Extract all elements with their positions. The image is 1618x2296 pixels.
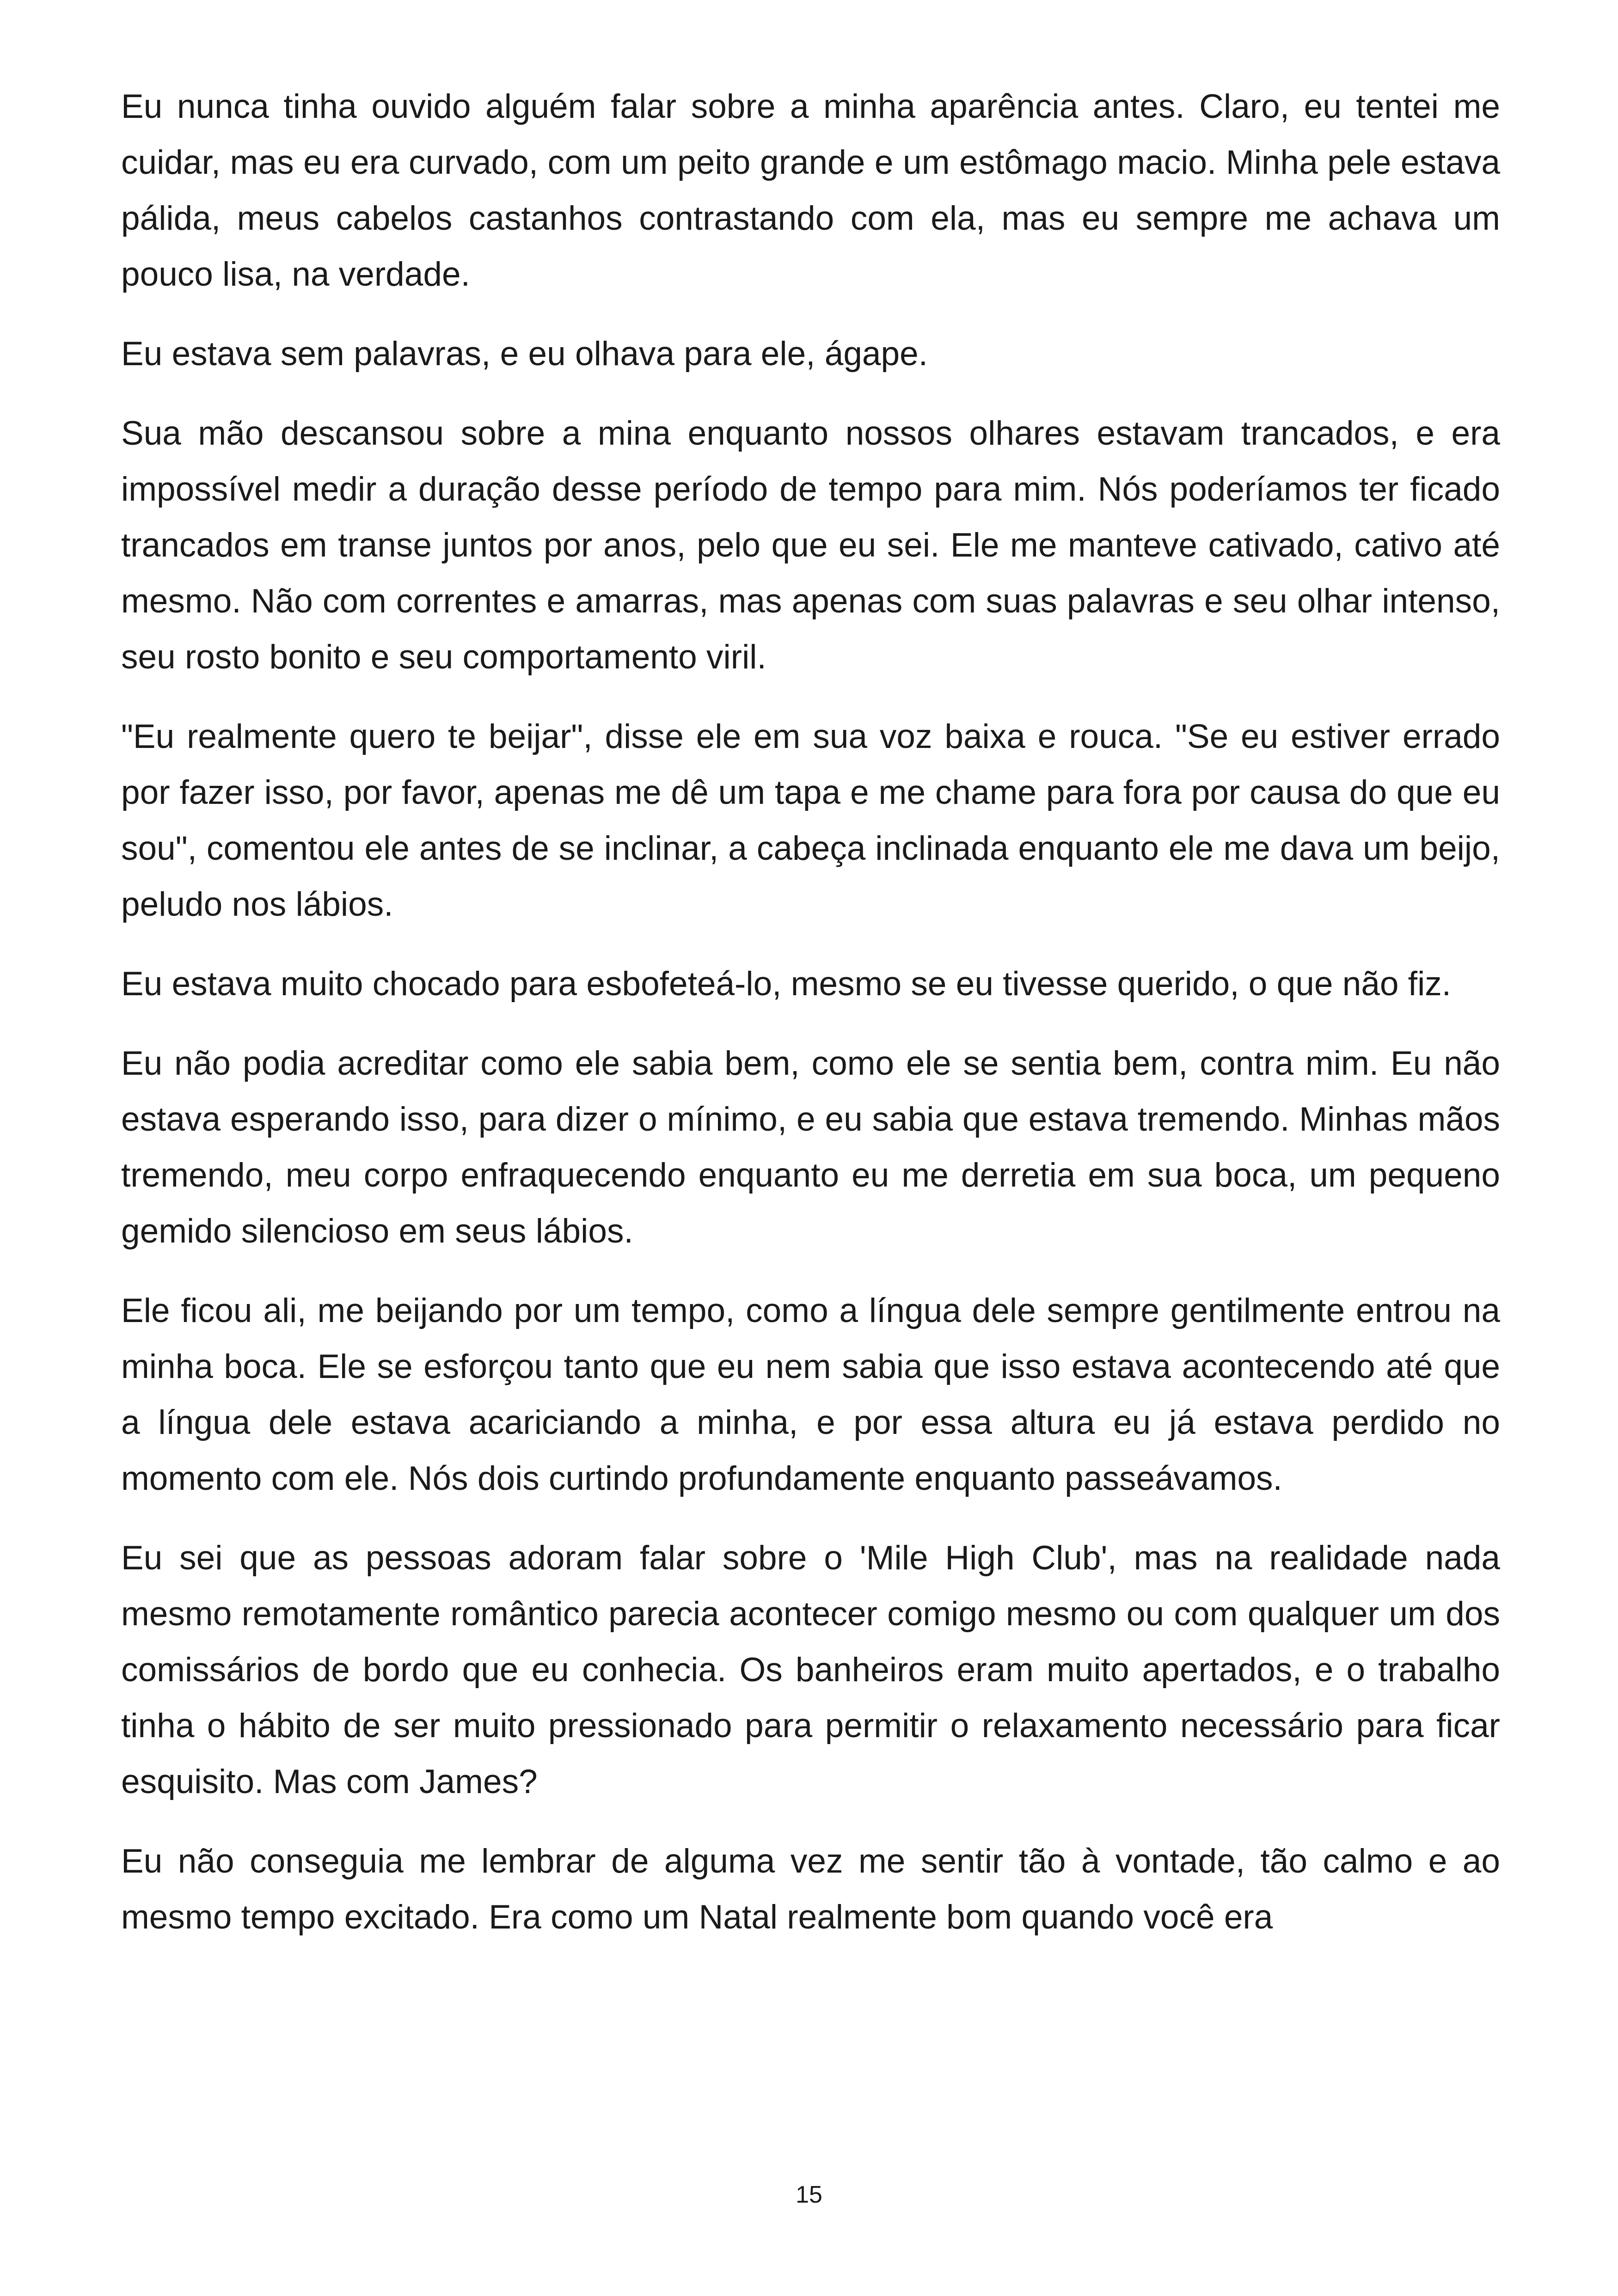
- paragraph-2: Eu estava sem palavras, e eu olhava para ele, ágape.: [121, 335, 928, 373]
- paragraph-3: Sua mão descansou sobre a mina enquanto nossos olhares estavam trancados, e era impossível medir a duração desse período de tempo para mim. Nós poderíamos ter ficado trancados em transe juntos por anos, pelo que eu sei. Ele me manteve cativado, cativo até mesmo. Não com correntes e amarras, mas apenas com suas palavras e seu olhar intenso, seu rosto bonito e seu comportamento viril.: [121, 415, 1500, 676]
- paragraph-4: "Eu realmente quero te beijar", disse ele em sua voz baixa e rouca. "Se eu estiver errado por fazer isso, por favor, apenas me dê um tapa e me chame para fora por causa do que eu sou", comentou ele antes de se inclinar, a cabeça inclinada enquanto ele me dava um beijo, peludo nos lábios.: [121, 718, 1500, 923]
- paragraph-6: Eu não podia acreditar como ele sabia bem, como ele se sentia bem, contra mim. Eu não estava esperando isso, para dizer o mínimo, e eu sabia que estava tremendo. Minhas mãos tremendo, meu corpo enfraquecendo enquanto eu me derretia em sua boca, um pequeno gemido silencioso em seus lábios.: [121, 1045, 1500, 1250]
- paragraph-5: Eu estava muito chocado para esbofeteá-lo, mesmo se eu tivesse querido, o que não fiz.: [121, 965, 1452, 1003]
- page-number: 15: [796, 2181, 822, 2208]
- paragraph-9: Eu não conseguia me lembrar de alguma vez me sentir tão à vontade, tão calmo e ao mesmo tempo excitado. Era como um Natal realmente bom quando você era: [121, 1843, 1500, 1936]
- paragraph-1: Eu nunca tinha ouvido alguém falar sobre a minha aparência antes. Claro, eu tentei me cuidar, mas eu era curvado, com um peito grande e um estômago macio. Minha pele estava pálida, meus cabelos castanhos contrastando com ela, mas eu sempre me achava um pouco lisa, na verdade.: [121, 88, 1500, 293]
- paragraph-7: Ele ficou ali, me beijando por um tempo, como a língua dele sempre gentilmente entrou na minha boca. Ele se esforçou tanto que eu nem sabia que isso estava acontecendo até que a língua dele estava acariciando a minha, e por essa altura eu já estava perdido no momento com ele. Nós dois curtindo profundamente enquanto passeávamos.: [121, 1292, 1500, 1497]
- paragraph-8: Eu sei que as pessoas adoram falar sobre o 'Mile High Club', mas na realidade nada mesmo remotamente romântico parecia acontecer comigo mesmo ou com qualquer um dos comissários de bordo que eu conhecia. Os banheiros eram muito apertados, e o trabalho tinha o hábito de ser muito pressionado para permitir o relaxamento necessário para ficar esquisito. Mas com James?: [121, 1539, 1500, 1800]
- body-text: [121, 79, 1500, 1945]
